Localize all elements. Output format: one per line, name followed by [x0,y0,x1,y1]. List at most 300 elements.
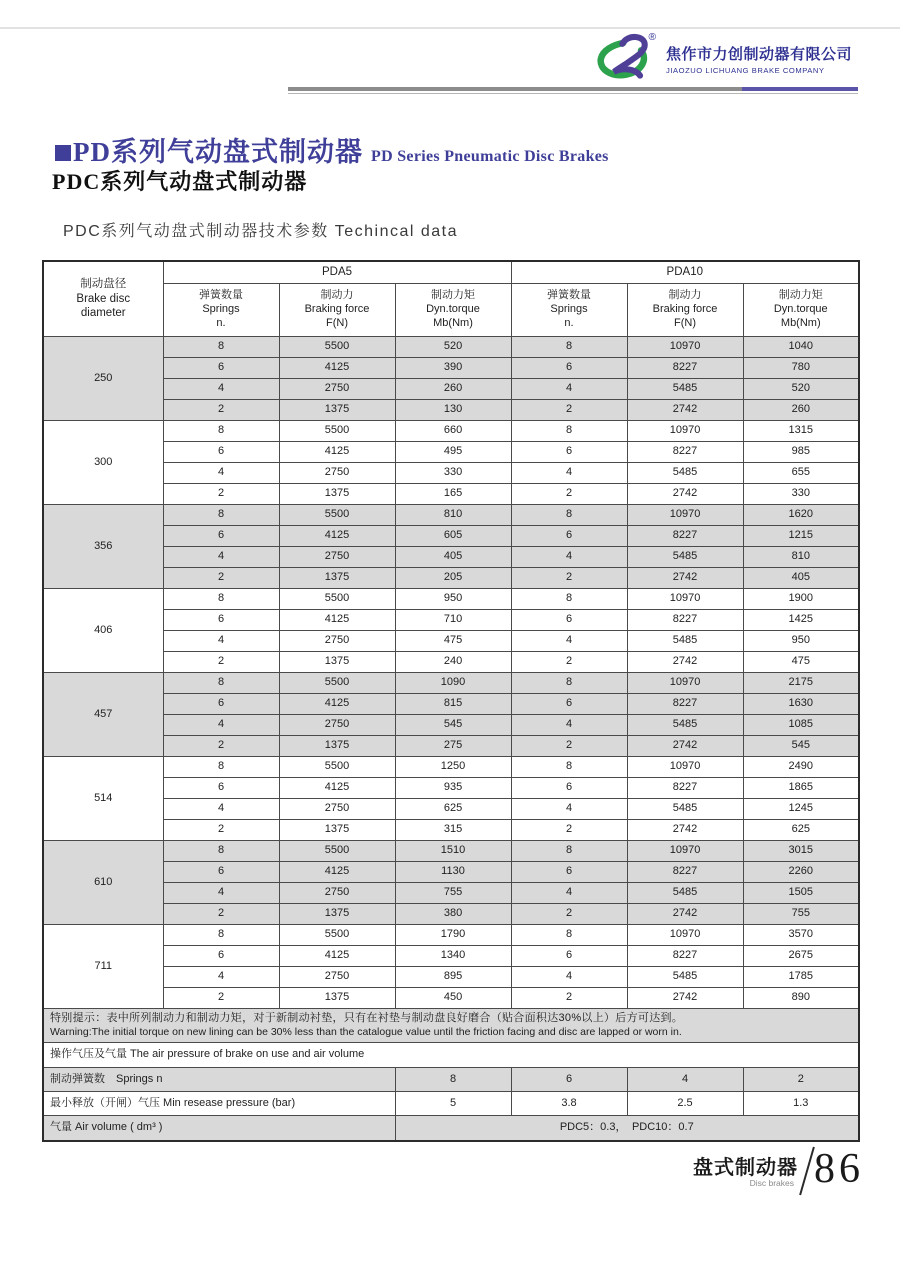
data-cell: 755 [395,883,511,904]
data-cell: 8 [163,673,279,694]
min-release-pressure-value: 1.3 [743,1091,859,1115]
data-cell: 5485 [627,967,743,988]
data-cell: 260 [395,379,511,400]
data-cell: 6 [511,526,627,547]
data-cell: 1375 [279,568,395,589]
data-cell: 8 [511,757,627,778]
table-row [43,967,859,988]
data-cell: 950 [743,631,859,652]
data-cell: 8227 [627,526,743,547]
data-cell: 655 [743,463,859,484]
data-cell: 545 [395,715,511,736]
data-cell: 2 [511,400,627,421]
data-cell: 6 [511,862,627,883]
data-cell: 10970 [627,589,743,610]
data-cell: 5500 [279,673,395,694]
data-cell: 780 [743,358,859,379]
table-row [43,715,859,736]
table-row [43,988,859,1009]
section-title: PDC系列气动盘式制动器 [52,169,308,194]
data-cell: 2 [163,484,279,505]
col-header-torque-pda10 [743,284,859,337]
table-body [43,337,859,1009]
springs-count-value: 4 [627,1067,743,1091]
data-cell: 4125 [279,694,395,715]
data-cell: 4125 [279,862,395,883]
page-title-cn: PD系列气动盘式制动器 [73,137,363,167]
torque-header-cn: 制动力矩 [431,289,475,302]
data-cell: 260 [743,400,859,421]
data-cell: 2750 [279,715,395,736]
footer-section-en: Disc brakes [749,1178,794,1188]
data-cell: 625 [395,799,511,820]
data-cell: 1375 [279,988,395,1009]
brake-disc-diameter-cell: 514 [43,757,163,841]
data-cell: 2742 [627,568,743,589]
table-row [43,925,859,946]
data-cell: 2 [511,736,627,757]
data-cell: 8 [163,841,279,862]
data-cell: 4125 [279,778,395,799]
data-cell: 5500 [279,337,395,358]
data-cell: 6 [511,442,627,463]
data-cell: 8 [163,337,279,358]
table-row [43,526,859,547]
data-cell: 5500 [279,925,395,946]
air-volume-value: PDC5：0.3， PDC10：0.7 [395,1115,859,1141]
data-cell: 8 [511,337,627,358]
data-cell: 10970 [627,421,743,442]
data-cell: 8 [511,673,627,694]
data-cell: 6 [163,610,279,631]
data-cell: 330 [395,463,511,484]
table-row [43,652,859,673]
diameter-header-cn: 制动盘径 [80,278,127,291]
force-header-unit: F(N) [326,316,348,329]
data-cell: 10970 [627,841,743,862]
torque-header-unit: Mb(Nm) [780,316,821,329]
brake-disc-diameter-cell: 711 [43,925,163,1009]
data-cell: 405 [743,568,859,589]
data-cell: 205 [395,568,511,589]
table-row [43,610,859,631]
data-cell: 405 [395,547,511,568]
data-cell: 545 [743,736,859,757]
data-cell: 475 [395,631,511,652]
data-cell: 2742 [627,736,743,757]
header-rule [288,87,858,94]
header-rule-purple [742,87,858,91]
technical-data-table [42,260,860,1142]
data-cell: 8227 [627,862,743,883]
data-cell: 2750 [279,967,395,988]
data-cell: 8 [163,589,279,610]
table-row [43,799,859,820]
air-pressure-title-row [43,1042,859,1067]
springs-count-row [43,1067,859,1091]
col-header-diameter [43,261,163,337]
data-cell: 1865 [743,778,859,799]
table-row [43,337,859,358]
data-cell: 660 [395,421,511,442]
data-cell: 130 [395,400,511,421]
data-cell: 895 [395,967,511,988]
table-row [43,841,859,862]
data-cell: 8 [511,589,627,610]
data-cell: 1785 [743,967,859,988]
min-release-pressure-value: 5 [395,1091,511,1115]
data-cell: 5485 [627,631,743,652]
brake-disc-diameter-cell: 457 [43,673,163,757]
torque-header-cn: 制动力矩 [778,289,823,302]
data-cell: 4 [163,799,279,820]
brake-disc-diameter-cell: 406 [43,589,163,673]
data-cell: 475 [743,652,859,673]
data-cell: 1425 [743,610,859,631]
data-cell: 240 [395,652,511,673]
table-row [43,862,859,883]
force-header-cn: 制动力 [668,289,702,302]
data-cell: 6 [511,358,627,379]
data-cell: 2742 [627,820,743,841]
data-cell: 1620 [743,505,859,526]
data-cell: 5485 [627,883,743,904]
table-row [43,883,859,904]
diameter-header-en2: diameter [80,307,126,320]
data-cell: 6 [163,526,279,547]
data-cell: 1375 [279,904,395,925]
brake-disc-diameter-cell: 250 [43,337,163,421]
company-name-cn: 焦作市力创制动器有限公司 [666,46,853,63]
data-cell: 165 [395,484,511,505]
data-cell: 6 [163,862,279,883]
col-header-springs-pda10 [511,284,627,337]
data-cell: 1375 [279,820,395,841]
springs-header-en: Springs [202,303,240,316]
page-number: 86 [814,1146,864,1192]
data-cell: 2 [163,652,279,673]
footer-section-cn: 盘式制动器 [693,1157,798,1179]
air-volume-label: 气量 Air volume ( dm³ ) [43,1115,395,1141]
data-cell: 1505 [743,883,859,904]
data-cell: 5485 [627,463,743,484]
data-cell: 10970 [627,925,743,946]
data-cell: 8227 [627,694,743,715]
table-row [43,484,859,505]
data-cell: 2750 [279,463,395,484]
page-header [594,28,852,84]
note-warning-en: Warning:The initial torque on new lining can be 30% less than the catalogue value until the friction facing and disc are lapped or worn in. [50,1025,682,1038]
data-cell: 1375 [279,484,395,505]
data-cell: 2 [511,820,627,841]
springs-header-cn: 弹簧数量 [547,289,592,302]
data-cell: 2675 [743,946,859,967]
data-cell: 1085 [743,715,859,736]
data-cell: 5485 [627,715,743,736]
table-row [43,673,859,694]
table-row [43,757,859,778]
data-cell: 2 [511,988,627,1009]
data-cell: 1130 [395,862,511,883]
col-header-pda5: PDA5 [163,261,511,284]
data-cell: 8 [511,841,627,862]
data-cell: 950 [395,589,511,610]
data-cell: 755 [743,904,859,925]
table-row [43,463,859,484]
table-row [43,904,859,925]
data-cell: 5500 [279,757,395,778]
table-row [43,547,859,568]
springs-count-label: 制动弹簧数 Springs n [43,1067,395,1091]
model-header-row [43,261,859,284]
data-cell: 4 [163,547,279,568]
data-cell: 10970 [627,505,743,526]
data-cell: 4125 [279,358,395,379]
footer-slash-divider [799,1147,815,1196]
col-header-pda10: PDA10 [511,261,859,284]
air-pressure-title-cell: 操作气压及气量 The air pressure of brake on use and air volume [43,1042,859,1067]
table-row [43,694,859,715]
data-cell: 6 [511,694,627,715]
data-cell: 2 [163,736,279,757]
data-cell: 390 [395,358,511,379]
data-cell: 1630 [743,694,859,715]
data-cell: 315 [395,820,511,841]
data-cell: 3015 [743,841,859,862]
data-cell: 8 [511,421,627,442]
data-cell: 5500 [279,841,395,862]
data-cell: 2 [163,904,279,925]
table-row [43,820,859,841]
force-header-en: Braking force [304,303,370,316]
data-cell: 1510 [395,841,511,862]
col-header-springs-pda5 [163,284,279,337]
data-cell: 8 [511,925,627,946]
note-warning-row [43,1009,859,1043]
force-header-en: Braking force [652,303,718,316]
data-cell: 2742 [627,652,743,673]
table-row [43,736,859,757]
data-cell: 3570 [743,925,859,946]
data-cell: 5485 [627,799,743,820]
data-cell: 810 [395,505,511,526]
col-header-force-pda5 [279,284,395,337]
data-cell: 4125 [279,526,395,547]
data-cell: 330 [743,484,859,505]
company-logo [594,28,660,84]
data-cell: 8227 [627,358,743,379]
data-cell: 4 [163,715,279,736]
table-row [43,421,859,442]
data-cell: 1375 [279,652,395,673]
table-row [43,631,859,652]
data-cell: 4 [163,967,279,988]
data-cell: 275 [395,736,511,757]
data-cell: 10970 [627,337,743,358]
data-cell: 4 [511,967,627,988]
table-row [43,946,859,967]
data-cell: 1215 [743,526,859,547]
table-row [43,568,859,589]
note-warning-cn: 特别提示：表中所列制动力和制动力矩，对于新制动衬垫，只有在衬垫与制动盘良好磨合（贴合面积达30%以上）后方可达到。 [50,1012,684,1024]
data-cell: 2750 [279,379,395,400]
data-cell: 4 [511,631,627,652]
data-cell: 4125 [279,442,395,463]
min-release-pressure-value: 3.8 [511,1091,627,1115]
data-cell: 5485 [627,547,743,568]
data-cell: 450 [395,988,511,1009]
brake-disc-diameter-cell: 300 [43,421,163,505]
springs-header-unit: n. [216,316,226,329]
force-header-cn: 制动力 [320,289,354,302]
data-cell: 2 [511,484,627,505]
data-cell: 1790 [395,925,511,946]
data-cell: 8227 [627,442,743,463]
data-cell: 2742 [627,904,743,925]
data-cell: 4125 [279,946,395,967]
data-cell: 6 [163,946,279,967]
table-row [43,589,859,610]
data-cell: 6 [163,694,279,715]
data-cell: 10970 [627,757,743,778]
data-cell: 1245 [743,799,859,820]
data-cell: 1375 [279,736,395,757]
min-release-pressure-label: 最小释放（开闸）气压 Min resease pressure (bar) [43,1091,395,1115]
table-row [43,400,859,421]
springs-count-value: 2 [743,1067,859,1091]
header-rule-gray [288,87,742,91]
data-cell: 2 [163,400,279,421]
header-rule-thick [288,87,858,91]
data-cell: 1250 [395,757,511,778]
springs-header-cn: 弹簧数量 [199,289,243,302]
data-cell: 625 [743,820,859,841]
data-cell: 10970 [627,673,743,694]
data-cell: 2742 [627,988,743,1009]
data-cell: 1375 [279,400,395,421]
data-cell: 2 [511,652,627,673]
data-cell: 2742 [627,484,743,505]
data-cell: 6 [511,778,627,799]
data-cell: 1315 [743,421,859,442]
data-cell: 5500 [279,505,395,526]
torque-header-en: Dyn.torque [773,303,828,316]
springs-count-value: 6 [511,1067,627,1091]
data-cell: 2750 [279,883,395,904]
table-row [43,505,859,526]
data-cell: 2750 [279,547,395,568]
company-names [666,43,852,75]
footer-labels [693,1158,798,1188]
page-footer [693,1146,864,1196]
data-cell: 495 [395,442,511,463]
air-volume-row [43,1115,859,1141]
data-cell: 2 [163,988,279,1009]
springs-count-value: 8 [395,1067,511,1091]
table-title: PDC系列气动盘式制动器技术参数 Techincal data [63,223,459,240]
force-header-unit: F(N) [674,316,697,329]
data-cell: 2 [511,568,627,589]
data-cell: 2750 [279,631,395,652]
data-cell: 2750 [279,799,395,820]
data-cell: 2 [511,904,627,925]
data-cell: 935 [395,778,511,799]
springs-header-unit: n. [564,316,574,329]
data-cell: 1040 [743,337,859,358]
header-rule-thin [288,93,858,94]
brake-disc-diameter-cell: 356 [43,505,163,589]
data-cell: 4 [163,379,279,400]
data-cell: 380 [395,904,511,925]
registered-mark-icon: ® [648,32,657,44]
data-cell: 8 [163,757,279,778]
note-warning-cell [43,1009,859,1043]
data-cell: 6 [511,610,627,631]
table-row [43,379,859,400]
data-cell: 4 [511,799,627,820]
data-cell: 8227 [627,946,743,967]
brake-disc-diameter-cell: 610 [43,841,163,925]
data-cell: 1340 [395,946,511,967]
page-title-en: PD Series Pneumatic Disc Brakes [371,148,609,165]
data-cell: 5485 [627,379,743,400]
data-cell: 6 [511,946,627,967]
data-cell: 5500 [279,421,395,442]
data-cell: 8 [163,421,279,442]
data-cell: 605 [395,526,511,547]
data-cell: 4 [511,547,627,568]
diameter-header-en1: Brake disc [76,292,131,305]
data-cell: 6 [163,442,279,463]
data-cell: 2260 [743,862,859,883]
data-cell: 8 [163,505,279,526]
table-row [43,442,859,463]
springs-header-en: Springs [550,303,588,316]
data-cell: 2 [163,820,279,841]
data-cell: 2175 [743,673,859,694]
data-cell: 520 [743,379,859,400]
data-cell: 6 [163,358,279,379]
company-name-en: JIAOZUO LICHUANG BRAKE COMPANY [666,66,825,75]
data-cell: 5500 [279,589,395,610]
torque-header-unit: Mb(Nm) [433,316,473,329]
data-cell: 2 [163,568,279,589]
page-title [55,130,609,169]
data-cell: 8 [163,925,279,946]
table-notes [43,1009,859,1141]
data-cell: 4125 [279,610,395,631]
min-release-pressure-value: 2.5 [627,1091,743,1115]
sub-header-row [43,284,859,337]
table-row [43,778,859,799]
col-header-torque-pda5 [395,284,511,337]
data-cell: 2490 [743,757,859,778]
data-cell: 2742 [627,400,743,421]
data-cell: 4 [163,631,279,652]
data-cell: 8 [511,505,627,526]
data-cell: 985 [743,442,859,463]
torque-header-en: Dyn.torque [426,303,480,316]
min-release-pressure-row [43,1091,859,1115]
data-cell: 1900 [743,589,859,610]
data-cell: 890 [743,988,859,1009]
data-cell: 1090 [395,673,511,694]
title-square-bullet-icon [55,145,71,161]
data-cell: 4 [163,883,279,904]
data-cell: 710 [395,610,511,631]
table-row [43,358,859,379]
col-header-force-pda10 [627,284,743,337]
